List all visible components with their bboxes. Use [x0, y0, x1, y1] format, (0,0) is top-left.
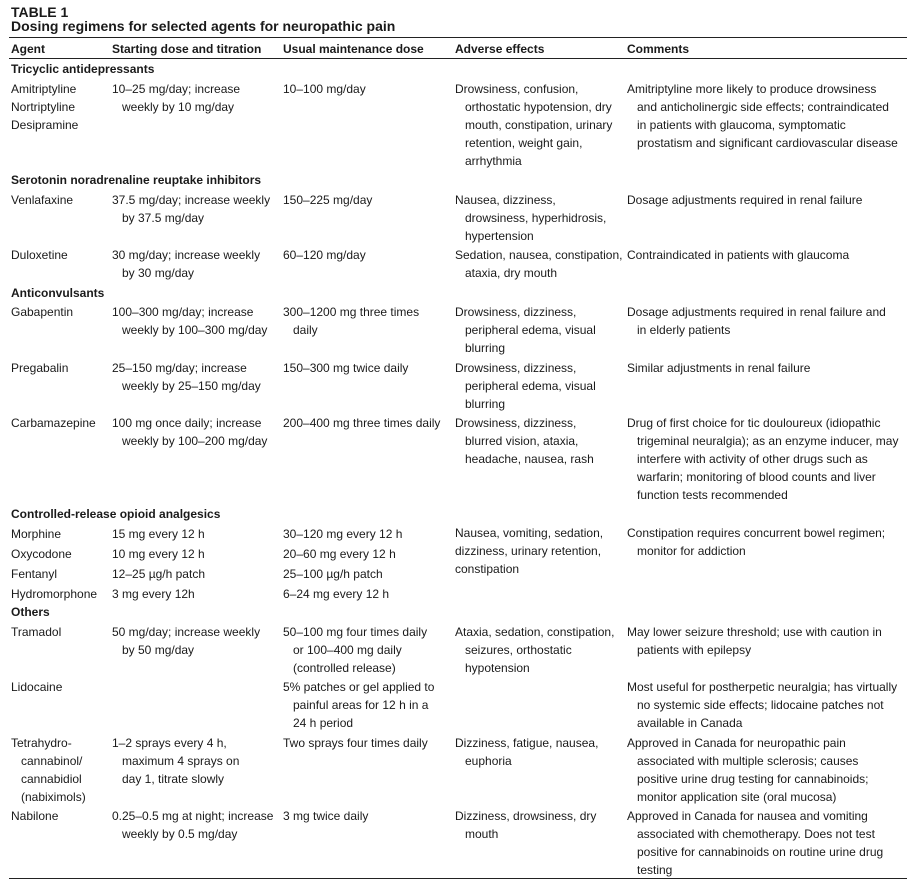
cell-agent: Lidocaine: [11, 680, 63, 694]
cell-maint: 3 mg twice daily: [283, 809, 369, 823]
cell-agent: Tramadol: [11, 625, 62, 639]
cell-start: 0.25–0.5 mg at night; increase weekly by 0.5 mg/day: [112, 809, 274, 841]
cell-adverse: Drowsiness, dizziness, peripheral edema, visual blurring: [455, 361, 596, 411]
header-maintenance-dose: Usual maintenance dose: [283, 42, 424, 56]
cell-adverse: Dizziness, drowsiness, dry mouth: [455, 809, 597, 841]
cell-maint: 50–100 mg four times daily or 100–400 mg daily (controlled release): [283, 625, 428, 675]
cell-maint: 60–120 mg/day: [283, 248, 366, 262]
cell-comments: Dosage adjustments required in renal failure and in elderly patients: [627, 305, 886, 337]
cell-start: 10–25 mg/day; increase weekly by 10 mg/day: [112, 82, 241, 114]
section-title: Tricyclic antidepressants: [11, 62, 155, 76]
cell-maint: 150–300 mg twice daily: [283, 361, 409, 375]
header-adverse-effects: Adverse effects: [455, 42, 545, 56]
cell-start: 30 mg/day; increase weekly by 30 mg/day: [112, 248, 261, 280]
section-title: Serotonin noradrenaline reuptake inhibitors: [11, 173, 262, 187]
top-rule: [9, 37, 907, 38]
cell-agent: Venlafaxine: [11, 193, 74, 207]
cell-adverse: Drowsiness, dizziness, blurred vision, ataxia, headache, nausea, rash: [455, 416, 594, 466]
cell-comments: Drug of first choice for tic douloureux (idiopathic trigeminal neuralgia); as an enzyme inducer, may interfere with activity of other drugs such as warfarin; monitoring of blood counts and liver function tests recommended: [627, 416, 899, 502]
header-agent: Agent: [11, 42, 45, 56]
cell-maint: 150–225 mg/day: [283, 193, 373, 207]
section-title: Anticonvulsants: [11, 286, 105, 300]
cell-agent: Gabapentin: [11, 305, 74, 319]
cell-comments: Dosage adjustments required in renal failure: [627, 193, 863, 207]
cell-start: 50 mg/day; increase weekly by 50 mg/day: [112, 625, 261, 657]
cell-start: 100 mg once daily; increase weekly by 100–200 mg/day: [112, 416, 268, 448]
cell-comments: May lower seizure threshold; use with caution in patients with epilepsy: [627, 625, 882, 657]
cell-maint: 30–120 mg every 12 h 20–60 mg every 12 h 25–100 µg/h patch 6–24 mg every 12 h: [283, 527, 403, 601]
section-title: Controlled-release opioid analgesics: [11, 507, 221, 521]
section-title: Others: [11, 605, 50, 619]
cell-maint: 5% patches or gel applied to painful areas for 12 h in a 24 h period: [283, 680, 435, 730]
cell-adverse: Drowsiness, dizziness, peripheral edema, visual blurring: [455, 305, 596, 355]
cell-comments: Contraindicated in patients with glaucoma: [627, 248, 850, 262]
cell-maint: 200–400 mg three times daily: [283, 416, 441, 430]
cell-comments: Similar adjustments in renal failure: [627, 361, 811, 375]
cell-agent: Morphine Oxycodone Fentanyl Hydromorphone: [11, 527, 98, 601]
header-rule: [9, 58, 907, 59]
cell-adverse: Drowsiness, confusion, orthostatic hypotension, dry mouth, constipation, urinary retention, weight gain, arrhythmia: [455, 82, 613, 168]
cell-agent: Nabilone: [11, 809, 59, 823]
cell-comments: Constipation requires concurrent bowel regimen; monitor for addiction: [627, 526, 886, 558]
cell-start: 15 mg every 12 h 10 mg every 12 h 12–25 µg/h patch 3 mg every 12h: [112, 527, 205, 601]
cell-adverse: Nausea, vomiting, sedation, dizziness, urinary retention, constipation: [455, 526, 604, 576]
cell-agent: Amitriptyline Nortriptyline Desipramine: [11, 82, 79, 132]
cell-agent: Tetrahydro- cannabinol/ cannabidiol (nabiximols): [11, 736, 86, 804]
header-comments: Comments: [627, 42, 690, 56]
cell-agent: Carbamazepine: [11, 416, 96, 430]
cell-start: 25–150 mg/day; increase weekly by 25–150 mg/day: [112, 361, 261, 393]
cell-comments: Approved in Canada for nausea and vomiting associated with chemotherapy. Does not test positive for cannabinoids on routine urine drug testing: [627, 809, 884, 877]
cell-agent: Duloxetine: [11, 248, 68, 262]
table-title: Dosing regimens for selected agents for neuropathic pain: [11, 18, 396, 34]
cell-start: 100–300 mg/day; increase weekly by 100–300 mg/day: [112, 305, 268, 337]
cell-start: 37.5 mg/day; increase weekly by 37.5 mg/day: [112, 193, 271, 225]
cell-adverse: Dizziness, fatigue, nausea, euphoria: [455, 736, 599, 768]
bottom-rule: [9, 878, 907, 879]
cell-adverse: Nausea, dizziness, drowsiness, hyperhidrosis, hypertension: [455, 193, 607, 243]
cell-adverse: Sedation, nausea, constipation, ataxia, dry mouth: [455, 248, 623, 280]
cell-start: 1–2 sprays every 4 h, maximum 4 sprays on day 1, titrate slowly: [112, 736, 240, 786]
cell-maint: 10–100 mg/day: [283, 82, 366, 96]
cell-comments: Amitriptyline more likely to produce drowsiness and anticholinergic side effects; contraindicated in patients with glaucoma, symptomatic prostatism and significant cardiovascular disease: [627, 82, 898, 150]
cell-comments: Approved in Canada for neuropathic pain associated with multiple sclerosis; causes positive urine drug testing for cannabinoids; monitor application site (oral mucosa): [627, 736, 869, 804]
header-starting-dose: Starting dose and titration: [112, 42, 262, 56]
cell-adverse: Ataxia, sedation, constipation, seizures, orthostatic hypotension: [455, 625, 615, 675]
cell-maint: 300–1200 mg three times daily: [283, 305, 420, 337]
cell-agent: Pregabalin: [11, 361, 69, 375]
table-label: TABLE 1: [11, 4, 69, 20]
cell-comments: Most useful for postherpetic neuralgia; has virtually no systemic side effects; lidocaine patches not available in Canada: [627, 680, 898, 730]
cell-maint: Two sprays four times daily: [283, 736, 428, 750]
